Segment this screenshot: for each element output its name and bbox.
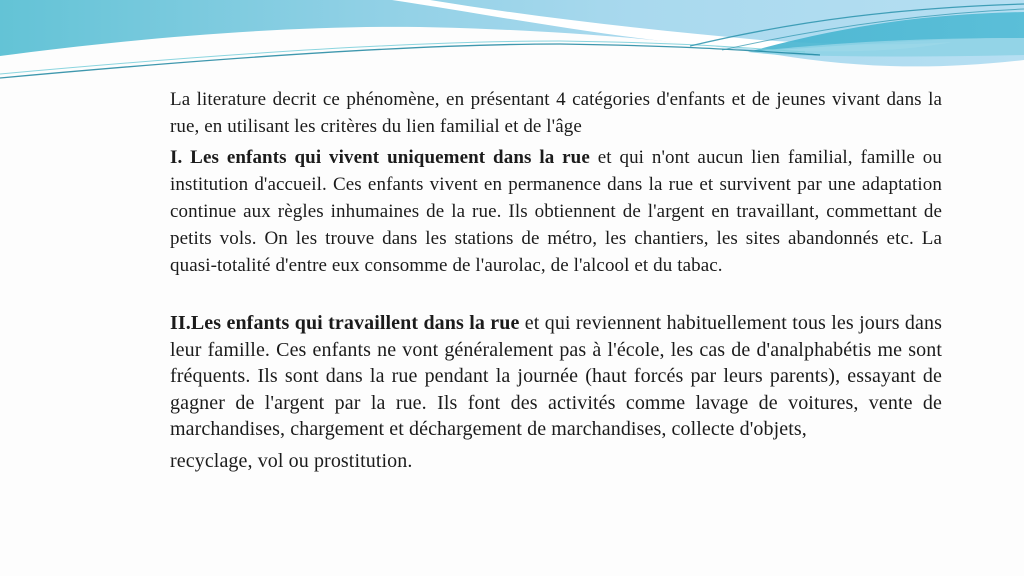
category-1-text: et qui n'ont aucun lien familial, famille ou institution d'accueil. Ces enfants vivent en permanence dans la rue et survivent par une adaptation continue aux règles inhumaines de la rue. Ils obtiennent de l'argent en travaillant, commettant de petits vols. On les trouve dans les stations de métro, les chantiers, les sites abandonnés etc. La quasi-totalité d'entre eux consomme de l'aurolac, de l'alcool et du tabac. — [170, 147, 942, 276]
category-2-paragraph — [170, 310, 942, 443]
category-1-heading: I. Les enfants qui vivent uniquement dans la rue — [170, 147, 590, 168]
category-2-text: et qui reviennent habituellement tous les jours dans leur famille. Ces enfants ne vont généralement pas à l'école, les cas de d'analphabétis me sont fréquents. Ils sont dans la rue pendant la journée (haut forcés par leurs parents), essayant de gagner de l'argent par la rue. Ils font des activités comme lavage de voitures, vente de marchandises, chargement et déchargement de marchandises, collecte d'objets, — [170, 312, 942, 440]
category-1-paragraph — [170, 144, 942, 279]
slide-body — [170, 86, 942, 475]
wave-decoration — [0, 0, 1024, 100]
category-2-heading: II.Les enfants qui travaillent dans la rue — [170, 312, 520, 334]
intro-paragraph: La literature decrit ce phénomène, en présentant 4 catégories d'enfants et de jeunes vivant dans la rue, en utilisant les critères du lien familial et de l'âge — [170, 89, 942, 137]
category-2-continuation: recyclage, vol ou prostitution. — [170, 449, 413, 472]
